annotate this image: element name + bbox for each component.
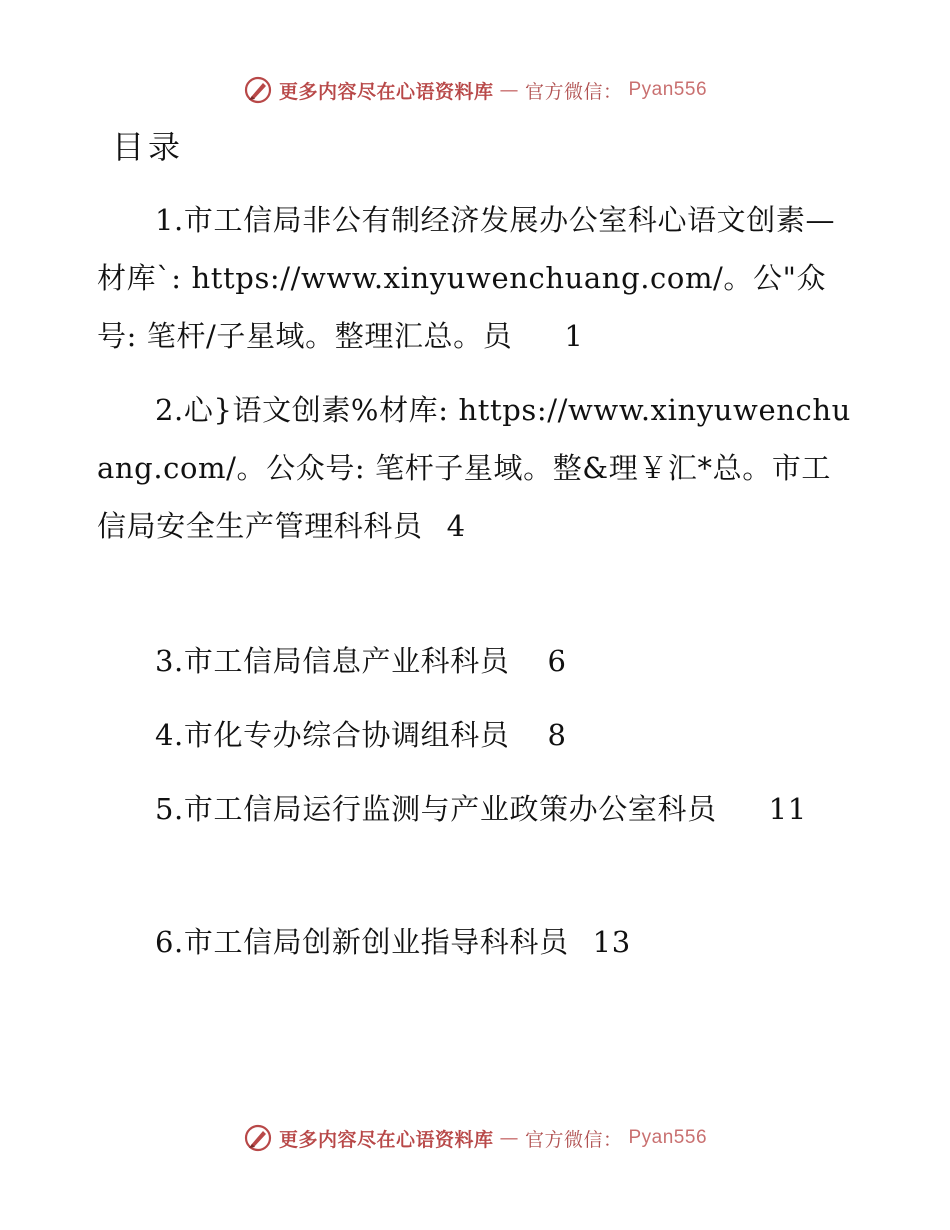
toc-entry-page: 8 — [547, 718, 567, 752]
toc-entry-6[interactable] — [97, 913, 857, 971]
pen-nib-logo-icon — [243, 1123, 273, 1153]
toc-entry-1[interactable] — [97, 191, 857, 365]
toc-entry-page: 4 — [446, 509, 466, 543]
toc-title: 目录 — [112, 128, 185, 166]
toc-entry-5[interactable] — [97, 780, 857, 838]
watermark-separator: — — [499, 79, 519, 101]
toc-entry-text: 2.心}语文创素%材库: https://www.xinyuwenchuang.com/。公众号: 笔杆子星域。整&理￥汇*总。市工信局安全生产管理科科员 — [97, 393, 851, 543]
toc-entry-3[interactable] — [97, 632, 857, 690]
toc-entry-text: 1.市工信局非公有制经济发展办公室科心语文创素—材库`: https://www.xinyuwenchuang.com/。公"众号: 笔杆/子星域。整理汇总。员 — [97, 203, 836, 353]
toc-entry-page: 13 — [592, 925, 631, 959]
toc-entry-page: 6 — [547, 644, 567, 678]
header-watermark — [0, 70, 950, 110]
watermark-brand: 更多内容尽在心语资料库 — [278, 1128, 494, 1151]
watermark-wechat-label: 官方微信： — [524, 80, 623, 103]
watermark-brand: 更多内容尽在心语资料库 — [278, 80, 494, 103]
watermark-wechat-handle: Pyan556 — [628, 79, 708, 100]
toc-entry-page: 1 — [564, 319, 584, 353]
watermark-wechat-label: 官方微信： — [524, 1128, 623, 1151]
watermark-wechat-handle: Pyan556 — [628, 1127, 708, 1148]
watermark-separator: — — [499, 1127, 519, 1149]
toc-entry-text: 6.市工信局创新创业指导科科员 — [155, 925, 569, 959]
toc-entry-4[interactable] — [97, 706, 857, 764]
toc-entry-2[interactable] — [97, 381, 857, 555]
toc-entry-text: 5.市工信局运行监测与产业政策办公室科员 — [155, 792, 717, 826]
pen-nib-logo-icon — [243, 75, 273, 105]
toc-entry-text: 4.市化专办综合协调组科员 — [155, 718, 510, 752]
toc-entry-page: 11 — [768, 792, 807, 826]
footer-watermark — [0, 1118, 950, 1158]
toc-entry-text: 3.市工信局信息产业科科员 — [155, 644, 510, 678]
